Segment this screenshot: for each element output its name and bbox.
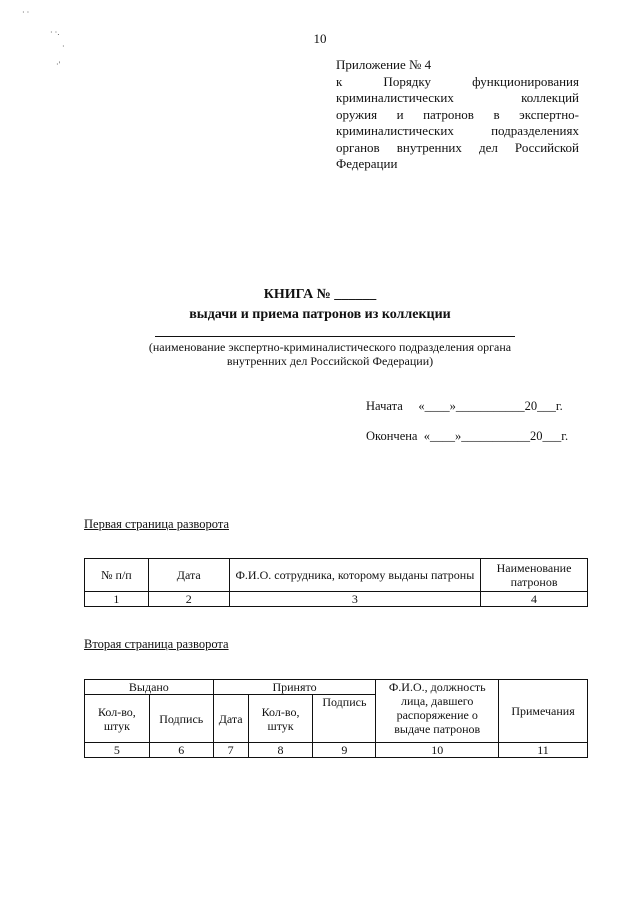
table-header: Подпись bbox=[149, 695, 213, 743]
column-number: 6 bbox=[149, 743, 213, 758]
column-number: 11 bbox=[499, 743, 588, 758]
appendix-line: Федерации bbox=[336, 156, 398, 171]
unit-name-line bbox=[155, 336, 515, 337]
second-spread-table bbox=[84, 679, 588, 758]
column-number: 3 bbox=[229, 592, 480, 607]
table-header: Дата bbox=[213, 695, 248, 743]
appendix-line: Приложение № 4 bbox=[336, 57, 432, 72]
table-header: Дата bbox=[148, 559, 229, 592]
second-spread-heading: Вторая страница разворота bbox=[84, 637, 229, 651]
first-spread-table bbox=[84, 558, 588, 607]
column-number: 1 bbox=[85, 592, 149, 607]
column-number: 9 bbox=[313, 743, 376, 758]
end-date: Окончена «____»___________20___г. bbox=[366, 429, 569, 443]
table-header: № п/п bbox=[85, 559, 149, 592]
table-header: Наименование патронов bbox=[481, 559, 588, 592]
book-title: КНИГА № ______ bbox=[263, 287, 377, 302]
table-header: Кол-во, штук bbox=[85, 695, 150, 743]
table-header-person: Ф.И.О., должность лица, давшего распоряжение о выдаче патронов bbox=[376, 680, 499, 743]
table-header: Ф.И.О. сотрудника, которому выданы патроны bbox=[229, 559, 480, 592]
scan-mark: ·' bbox=[56, 60, 61, 69]
scan-mark: · bbox=[62, 42, 65, 51]
table-number-row bbox=[85, 592, 588, 607]
appendix-line: оружия и патронов в экспертно- bbox=[336, 106, 579, 122]
start-date: Начата «____»___________20___г. bbox=[366, 399, 563, 413]
group-header-issued: Выдано bbox=[85, 680, 214, 695]
table-header-notes: Примечания bbox=[499, 680, 588, 743]
appendix-line: криминалистических подразделениях bbox=[336, 123, 579, 138]
scan-mark: · · bbox=[22, 8, 30, 17]
unit-name-caption: (наименование экспертно-криминалистического подразделения органа внутренних дел Российской Федерации) bbox=[148, 340, 512, 368]
appendix-line: к Порядку функционирования bbox=[336, 73, 579, 89]
table-header: Подпись bbox=[313, 695, 376, 743]
table-header-row bbox=[85, 559, 588, 592]
column-number: 8 bbox=[248, 743, 313, 758]
column-number: 10 bbox=[376, 743, 499, 758]
table-group-row bbox=[85, 680, 588, 695]
column-number: 2 bbox=[148, 592, 229, 607]
column-number: 5 bbox=[85, 743, 150, 758]
first-spread-heading: Первая страница разворота bbox=[84, 517, 229, 531]
scan-mark: · ·. bbox=[50, 28, 60, 37]
column-number: 4 bbox=[481, 592, 588, 607]
appendix-line: криминалистических коллекций bbox=[336, 90, 579, 105]
group-header-received: Принято bbox=[213, 680, 376, 695]
appendix-block bbox=[336, 57, 579, 173]
book-subtitle: выдачи и приема патронов из коллекции bbox=[189, 307, 451, 322]
appendix-line: органов внутренних дел Российской bbox=[336, 139, 579, 155]
column-number: 7 bbox=[213, 743, 248, 758]
table-number-row bbox=[85, 743, 588, 758]
page-number: 10 bbox=[313, 31, 327, 46]
table-header: Кол-во, штук bbox=[248, 695, 313, 743]
